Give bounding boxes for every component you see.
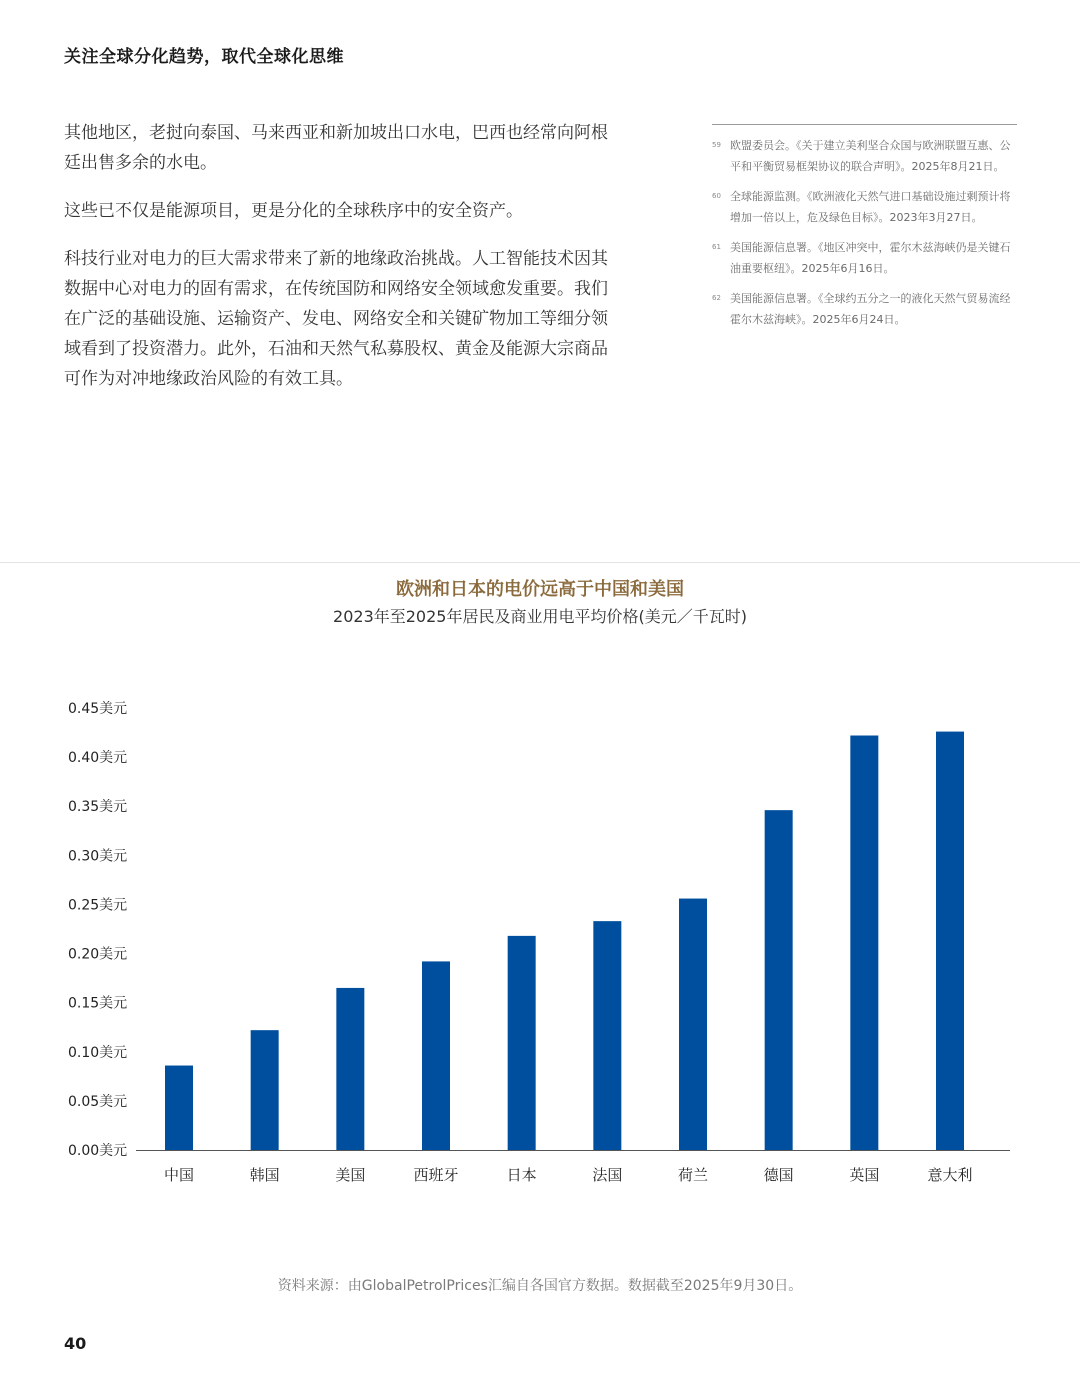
chart-title: 欧洲和日本的电价远高于中国和美国 [396,579,684,600]
x-category-label: 英国 [849,1166,880,1184]
y-tick-label: 0.30美元 [68,848,128,865]
body-paragraph: 科技行业对电力的巨大需求带来了新的地缘政治挑战。人工智能技术因其数据中心对电力的固有需求，在传统国防和网络安全领域愈发重要。我们在广泛的基础设施、运输资产、发电、网络安全和关键矿物加工等细分领域看到了投资潜力。此外，石油和天然气私募股权、黄金及能源大宗商品可作为对冲地缘政治风险的有效工具。 [64,249,608,389]
y-tick-label: 0.05美元 [68,1093,128,1110]
x-category-label: 法国 [592,1166,623,1184]
footnote [712,237,1017,279]
bar [936,732,964,1150]
page-number: 40 [64,1334,87,1353]
bar [165,1066,193,1150]
bar [336,988,364,1150]
x-category-label: 意大利 [927,1166,973,1184]
x-category-label: 西班牙 [413,1166,459,1184]
bar [422,961,450,1150]
y-tick-label: 0.20美元 [68,946,128,963]
footnote-text: 美国能源信息署。《地区冲突中，霍尔木兹海峡仍是关键石油重要枢纽》。2025年6月16日。 [730,241,1011,275]
footnote [712,135,1017,177]
x-category-label: 德国 [763,1166,794,1184]
bar [593,921,621,1150]
page-header-title: 关注全球分化趋势，取代全球化思维 [64,47,344,67]
bar [251,1030,279,1150]
chart-subtitle: 2023年至2025年居民及商业用电平均价格(美元／千瓦时) [333,607,747,626]
y-tick-label: 0.15美元 [68,995,128,1012]
footnote-number: 60 [712,192,721,200]
bar [508,936,536,1150]
bar [679,899,707,1150]
section-divider [0,562,1080,563]
y-tick-label: 0.40美元 [68,750,128,767]
footnote [712,288,1017,330]
x-category-label: 日本 [506,1166,537,1184]
x-category-label: 美国 [335,1166,366,1184]
footnote-number: 61 [712,243,721,251]
footnote-text: 欧盟委员会。《关于建立美利坚合众国与欧洲联盟互惠、公平和平衡贸易框架协议的联合声明》。2025年8月21日。 [730,139,1011,173]
bar [850,736,878,1150]
bar-chart [0,680,1080,1200]
body-paragraph: 这些已不仅是能源项目，更是分化的全球秩序中的安全资产。 [64,201,523,221]
footnote-text: 全球能源监测。《欧洲液化天然气进口基础设施过剩预计将增加一倍以上，危及绿色目标》。2023年3月27日。 [730,190,1011,224]
x-category-label: 中国 [163,1166,195,1184]
footnotes [712,124,1017,339]
body-paragraph: 其他地区，老挝向泰国、马来西亚和新加坡出口水电，巴西也经常向阿根廷出售多余的水电。 [64,123,608,173]
y-tick-label: 0.25美元 [68,897,128,914]
footnote-number: 62 [712,294,721,302]
y-tick-label: 0.00美元 [68,1143,128,1159]
footnote [712,186,1017,228]
body-text [64,118,609,412]
footnote-number: 59 [712,141,721,149]
footnote-text: 美国能源信息署。《全球约五分之一的液化天然气贸易流经霍尔木兹海峡》。2025年6月24日。 [730,292,1011,326]
y-tick-label: 0.35美元 [68,799,128,816]
bar [765,810,793,1150]
x-category-label: 韩国 [249,1166,280,1184]
y-tick-label: 0.10美元 [68,1044,128,1061]
x-category-label: 荷兰 [677,1166,709,1184]
source-note: 资料来源：由GlobalPetrolPrices汇编自各国官方数据。数据截至2025年9月30日。 [277,1278,803,1294]
y-tick-label: 0.45美元 [68,701,128,717]
